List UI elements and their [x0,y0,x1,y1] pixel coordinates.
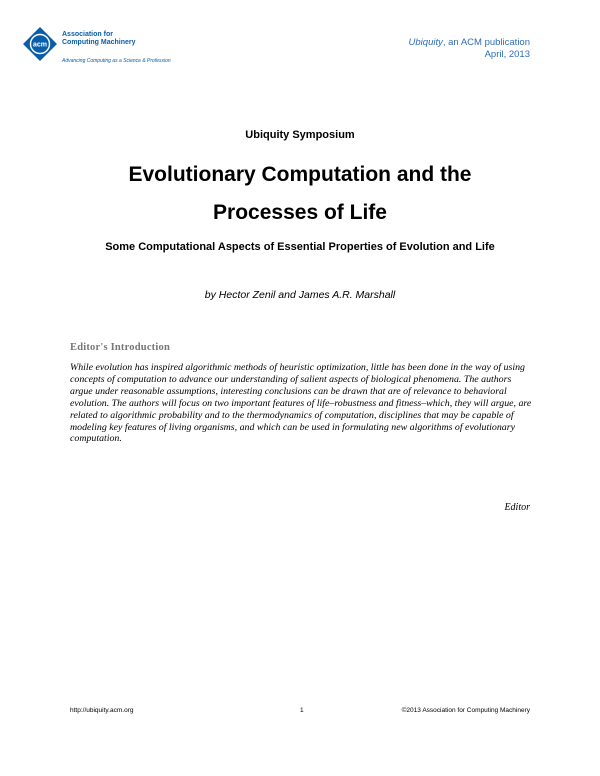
title-line-2: Processes of Life [213,201,387,224]
publication-suffix: , an ACM publication [442,37,530,48]
editor-signature: Editor [504,502,530,513]
author-line: by Hector Zenil and James A.R. Marshall [204,289,396,301]
page-number: 1 [300,707,304,714]
article-title [0,156,600,232]
publication-info [409,37,530,61]
logo-org-line2: Computing Machinery [62,39,136,46]
acm-logo [22,26,182,70]
logo-org-line1: Association for [62,31,113,38]
logo-mark-text: acm [32,41,48,49]
logo-org-name [62,31,136,47]
article-subtitle: Some Computational Aspects of Essential Properties of Evolution and Life [105,241,495,253]
logo-tagline: Advancing Computing as a Science & Profession [62,58,171,64]
publication-name: Ubiquity [408,37,443,48]
symposium-label: Ubiquity Symposium [245,129,355,141]
editors-intro-body: While evolution has inspired algorithmic methods of heuristic optimization, little has been done in the way of using concepts of computation to advance our understanding of salient aspects of biological phenomena. The authors argue under reasonable assumptions, interesting conclusions can be drawn that are of relevance to behavioral evolution. The authors will focus on two important features of life–robustness and fitness–which, they will argue, are related to algorithmic probability and to the thermodynamics of computation, disciplines that may be capable of modeling key features of living organisms, and which can be used in formulating new algorithms of evolutionary computation. [70,362,532,445]
footer-url[interactable]: http://ubiquity.acm.org [70,707,134,714]
acm-diamond-icon [22,26,58,62]
footer-copyright: ©2013 Association for Computing Machinery [401,707,530,714]
title-line-1: Evolutionary Computation and the [128,163,472,186]
editors-intro-heading: Editor's Introduction [70,342,170,353]
publication-date: April, 2013 [484,49,530,60]
